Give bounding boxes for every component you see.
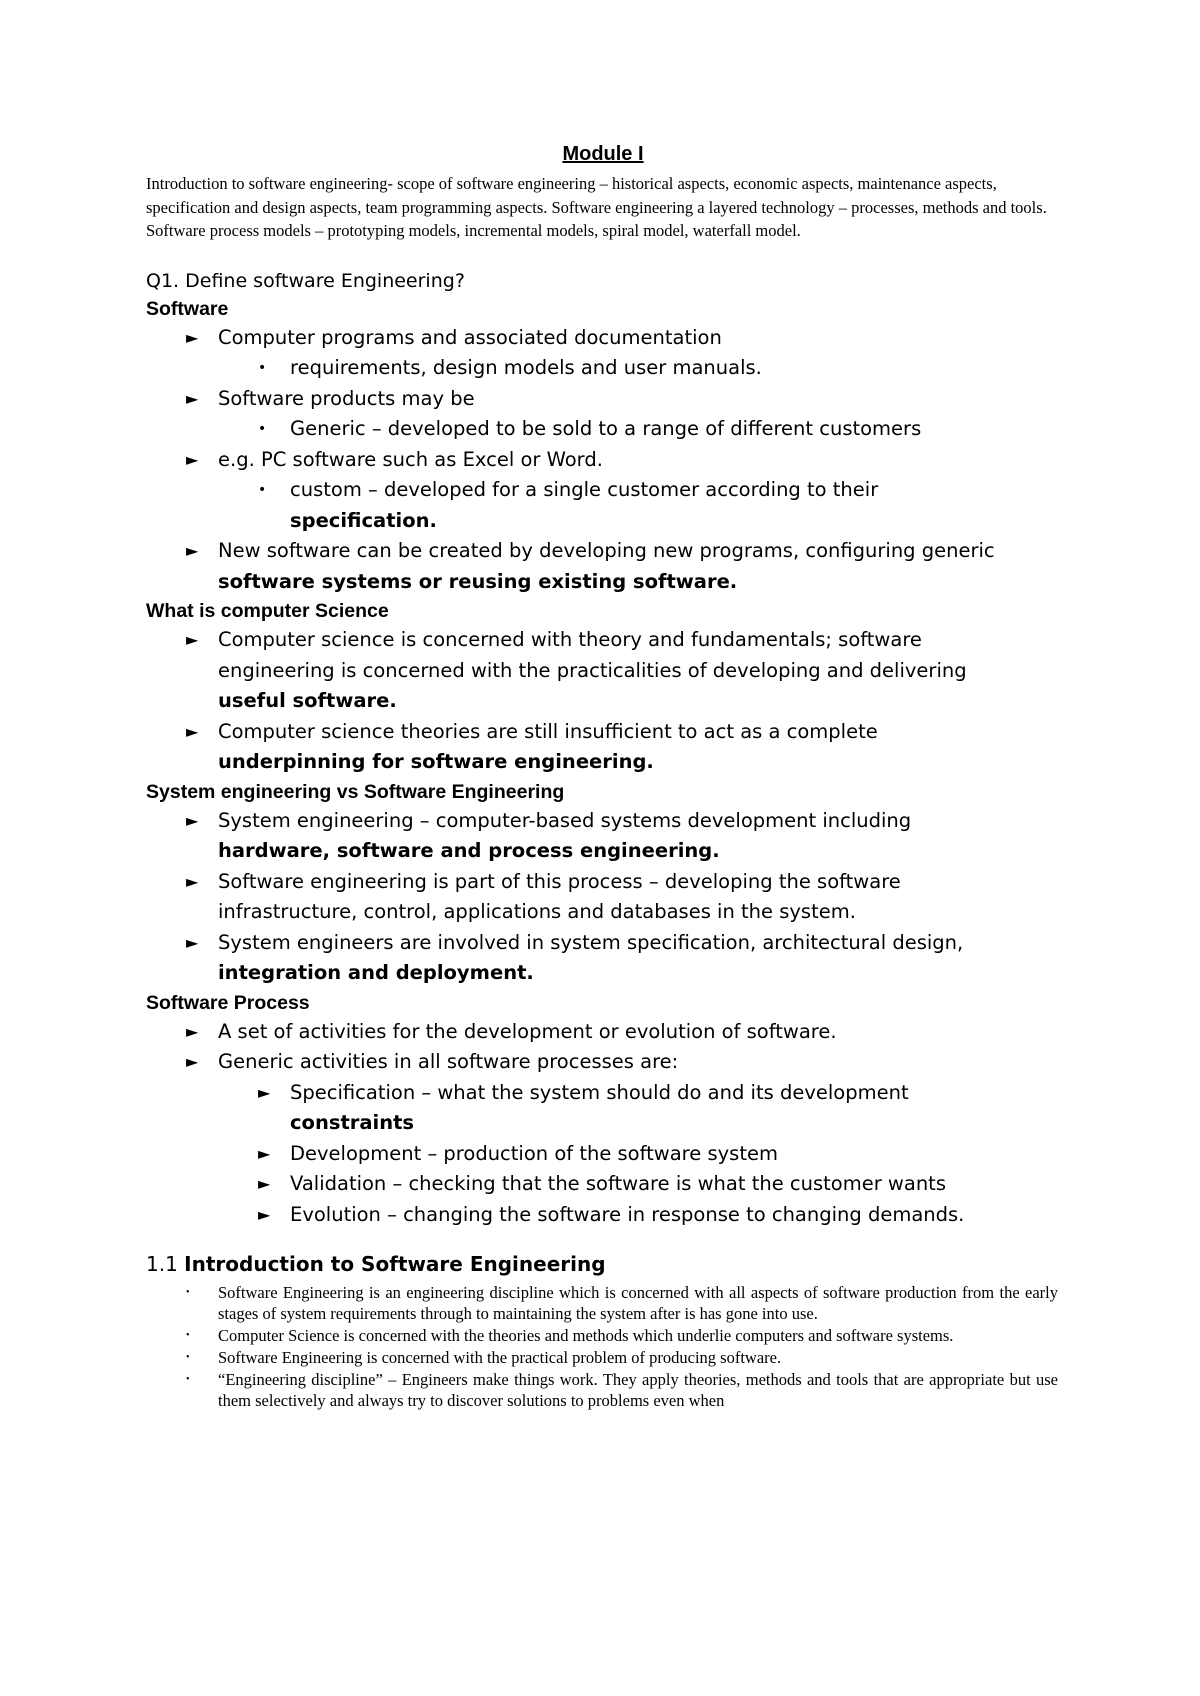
heading-system-vs-software: System engineering vs Software Engineering — [146, 780, 565, 803]
list-item — [146, 717, 1060, 778]
list-item-text: A set of activities for the development or evolution of software. — [218, 1019, 837, 1043]
software-sublist — [146, 414, 1060, 445]
software-list — [146, 323, 1060, 354]
dot-bullet-icon: • — [186, 1352, 190, 1363]
se-list — [146, 806, 1060, 989]
dot-bullet-icon: • — [186, 1330, 190, 1341]
list-item-text: Specification – what the system should do and its development — [290, 1080, 909, 1104]
module-title: Module I — [562, 143, 644, 165]
list-item-text: constraints — [290, 1111, 415, 1134]
list-item-text: infrastructure, control, applications and databases in the system. — [218, 900, 856, 923]
list-item-text: engineering is concerned with the practicalities of developing and delivering — [218, 658, 967, 682]
arrow-bullet-icon: ► — [186, 449, 199, 469]
list-item-text: specification. — [290, 508, 437, 532]
list-item-text: New software can be created by developing new programs, configuring generic — [218, 539, 995, 562]
list-item — [146, 475, 1060, 536]
list-item-text: Computer science theories are still insufficient to act as a complete — [218, 719, 878, 743]
list-item-text: Evolution – changing the software in response to changing demands. — [290, 1202, 965, 1226]
arrow-bullet-icon: ► — [186, 871, 199, 891]
list-item-text: hardware, software and process engineering. — [218, 839, 720, 862]
software-list — [146, 445, 1060, 476]
list-item — [146, 414, 1060, 445]
arrow-bullet-icon: ► — [186, 810, 199, 830]
list-item-text: Development – production of the software system — [290, 1141, 778, 1165]
arrow-bullet-icon: ► — [186, 1052, 199, 1071]
section-1-1-title — [146, 1250, 1060, 1278]
list-item-text: “Engineering discipline” – Engineers make things work. They apply theories, methods and tools that are appropriate but use them selectively and always try to discover solutions to problems even when — [218, 1370, 1058, 1410]
list-item — [146, 1139, 1060, 1170]
list-item — [146, 625, 1060, 717]
arrow-bullet-icon: ► — [186, 630, 199, 649]
sp-list — [146, 1017, 1060, 1078]
heading-software: Software — [146, 297, 229, 320]
arrow-bullet-icon: ► — [258, 1143, 271, 1163]
heading-software-process: Software Process — [146, 991, 310, 1014]
arrow-bullet-icon: ► — [186, 541, 199, 560]
list-item-text: Software engineering is part of this process – developing the software — [218, 869, 901, 893]
list-item-text: System engineering – computer-based systems development including — [218, 808, 912, 832]
list-item — [146, 1078, 1060, 1139]
dot-bullet-icon: • — [258, 360, 267, 376]
list-item-text: software systems or reusing existing software. — [218, 569, 738, 593]
list-item — [146, 928, 1060, 989]
list-item-text: underpinning for software engineering. — [218, 750, 654, 773]
list-item-text: useful software. — [218, 689, 397, 712]
section-number: 1.1 — [146, 1252, 178, 1276]
dot-bullet-icon: • — [186, 1287, 190, 1298]
cs-list — [146, 625, 1060, 778]
module-intro: Introduction to software engineering- scope of software engineering – historical aspects, economic aspects, maintenance aspects, specification and design aspects, team programming aspects. Software engineering a layered technology – processes, methods and tools. Software process models – prototyping models, incremental models, spiral model, waterfall model. — [146, 174, 1047, 240]
question-1: Q1. Define software Engineering? — [146, 269, 465, 292]
arrow-bullet-icon: ► — [258, 1204, 271, 1224]
list-item — [146, 1017, 1060, 1048]
list-item-text: Generic activities in all software processes are: — [218, 1050, 679, 1073]
list-item — [146, 323, 1060, 354]
arrow-bullet-icon: ► — [186, 327, 199, 347]
list-item — [146, 384, 1060, 415]
section-1-1-list — [146, 1282, 1058, 1411]
heading-computer-science: What is computer Science — [146, 600, 389, 622]
list-item-text: custom – developed for a single customer according to their — [290, 478, 879, 501]
list-item — [146, 1169, 1060, 1200]
list-item — [146, 353, 1060, 384]
list-item — [146, 1347, 1058, 1368]
software-list — [146, 384, 1060, 415]
list-item — [146, 445, 1060, 476]
software-sublist — [146, 475, 1060, 536]
arrow-bullet-icon: ► — [258, 1082, 271, 1102]
list-item-text: System engineers are involved in system specification, architectural design, — [218, 930, 964, 954]
list-item — [146, 1047, 1060, 1078]
list-item — [146, 1325, 1058, 1346]
list-item-text: Software Engineering is an engineering discipline which is concerned with all aspects of software production from the early stages of system requirements through to maintaining the system after is has gone into use. — [218, 1283, 1058, 1323]
arrow-bullet-icon: ► — [186, 721, 199, 741]
dot-bullet-icon: • — [258, 421, 267, 437]
list-item — [146, 536, 1060, 597]
arrow-bullet-icon: ► — [186, 388, 199, 408]
list-item — [146, 806, 1060, 867]
list-item — [146, 1282, 1058, 1324]
list-item-text: Software products may be — [218, 386, 475, 410]
dot-bullet-icon: • — [186, 1374, 190, 1385]
list-item-text: Generic – developed to be sold to a range of different customers — [290, 417, 922, 440]
arrow-bullet-icon: ► — [258, 1174, 271, 1193]
list-item-text: Software Engineering is concerned with the practical problem of producing software. — [218, 1348, 782, 1367]
list-item-text: Computer science is concerned with theory and fundamentals; software — [218, 628, 922, 651]
list-item — [146, 1369, 1058, 1411]
list-item-text: Validation – checking that the software is what the customer wants — [290, 1172, 946, 1195]
list-item — [146, 867, 1060, 928]
sp-sublist — [146, 1078, 1060, 1231]
arrow-bullet-icon: ► — [186, 932, 199, 952]
list-item-text: e.g. PC software such as Excel or Word. — [218, 447, 603, 471]
list-item-text: integration and deployment. — [218, 961, 534, 984]
arrow-bullet-icon: ► — [186, 1021, 199, 1041]
list-item — [146, 1200, 1060, 1231]
software-list — [146, 536, 1060, 597]
list-item-text: requirements, design models and user manuals. — [290, 356, 762, 379]
list-item-text: Computer programs and associated documentation — [218, 325, 722, 349]
dot-bullet-icon: • — [258, 482, 267, 498]
software-sublist — [146, 353, 1060, 384]
section-heading: Introduction to Software Engineering — [184, 1252, 606, 1276]
list-item-text: Computer Science is concerned with the theories and methods which underlie computers and software systems. — [218, 1326, 954, 1345]
